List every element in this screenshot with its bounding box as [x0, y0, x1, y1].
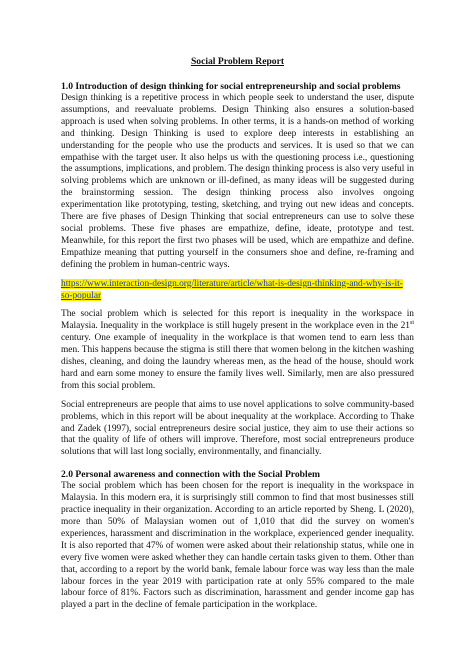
section-1-paragraph-3: Social entrepreneurs are people that aims to use novel applications to solve community-based problems, which in this report will be about inequality at the workplace. According to Thake and Zadek (1997), social entrepreneurs desire social justice, they aim to use their actions so that the quality of life of others will improve. Therefore, most social entrepreneurs produce solutions that will last long socially, environmentally, and financially. — [61, 399, 414, 458]
paragraph-2-text-a: The social problem which is selected for this report is inequality in the workspace in Malaysia. Inequality in the workplace is still hugely present in the workplace even in the 21 — [61, 309, 414, 332]
section-1-paragraph-2 — [61, 309, 414, 392]
ordinal-suffix: st — [409, 320, 414, 327]
document-title: Social Problem Report — [190, 56, 285, 67]
section-2-heading: 2.0 Personal awareness and connection with the Social Problem — [61, 469, 320, 481]
section-1-heading: 1.0 Introduction of design thinking for social entrepreneurship and social problems — [61, 81, 401, 92]
paragraph-2-text-b: century. One example of inequality in the workplace is that women tend to earn less than men. This happens because the stigma is still there that women belong in the kitchen washing dishes, cleaning, and doing the laundry whereas men, as the head of the house, should work hard and earn some money to ensure the family lives well. Similarly, men are also pressured from this social problem. — [61, 333, 414, 391]
section-1-paragraph-1: Design thinking is a repetitive process in which people seek to understand the user, dispute assumptions, and reevaluate problems. Design Thinking also ensures a solution-based approach is used when solving problems. In other terms, it is a hands-on method of working and thinking. Design Thinking is used to explore deep interests in establishing an understanding for the people who use the products and services. It is used so that we can empathise with the target user. It also helps us with the questioning process i.e., questioning the assumptions, implications, and problem. The design thinking process is also very useful in solving problems which are unknown or ill-defined, as many ideas will be suggested during the brainstorming session. The design thinking process also involves ongoing experimentation like prototyping, testing, sketching, and trying out new ideas and concepts. There are five phases of Design Thinking that social entrepreneurs can use to solve these social problems. These five phases are empathize, define, ideate, prototype and test. Meanwhile, for this report the first two phases will be used, which are empathize and define. Empathize meaning that putting yourself in the consumers shoe and define, re-framing and defining the problem in human-centric ways. — [61, 93, 414, 270]
reference-link-block — [61, 279, 414, 303]
section-2-paragraph-1: The social problem which has been chosen for the report is inequality in the workspace in Malaysia. In this modern era, it is surprisingly still common to find that most businesses still practice inequality in their organization. According to an article reported by Sheng. L (2020), more than 50% of Malaysian women out of 1,010 that did the survey on women's experiences, harassment and discrimination in the workplace, experienced gender inequality. It is also reported that 47% of women were asked about their relationship status, while one in every five women were asked whether they can handle certain tasks given to them. Other than that, according to a report by the world bank, female labour force was way less than the male labour forces in the year 2019 with participation rate at only 55% compared to the male labour force of 81%. Factors such as discrimination, harassment and gender income gap has played a part in the decline of female participation in the workplace. — [61, 481, 414, 611]
reference-link[interactable]: https://www.interaction-design.org/literature/article/what-is-design-thinking-and-why-is-it-so-popular — [61, 278, 403, 301]
